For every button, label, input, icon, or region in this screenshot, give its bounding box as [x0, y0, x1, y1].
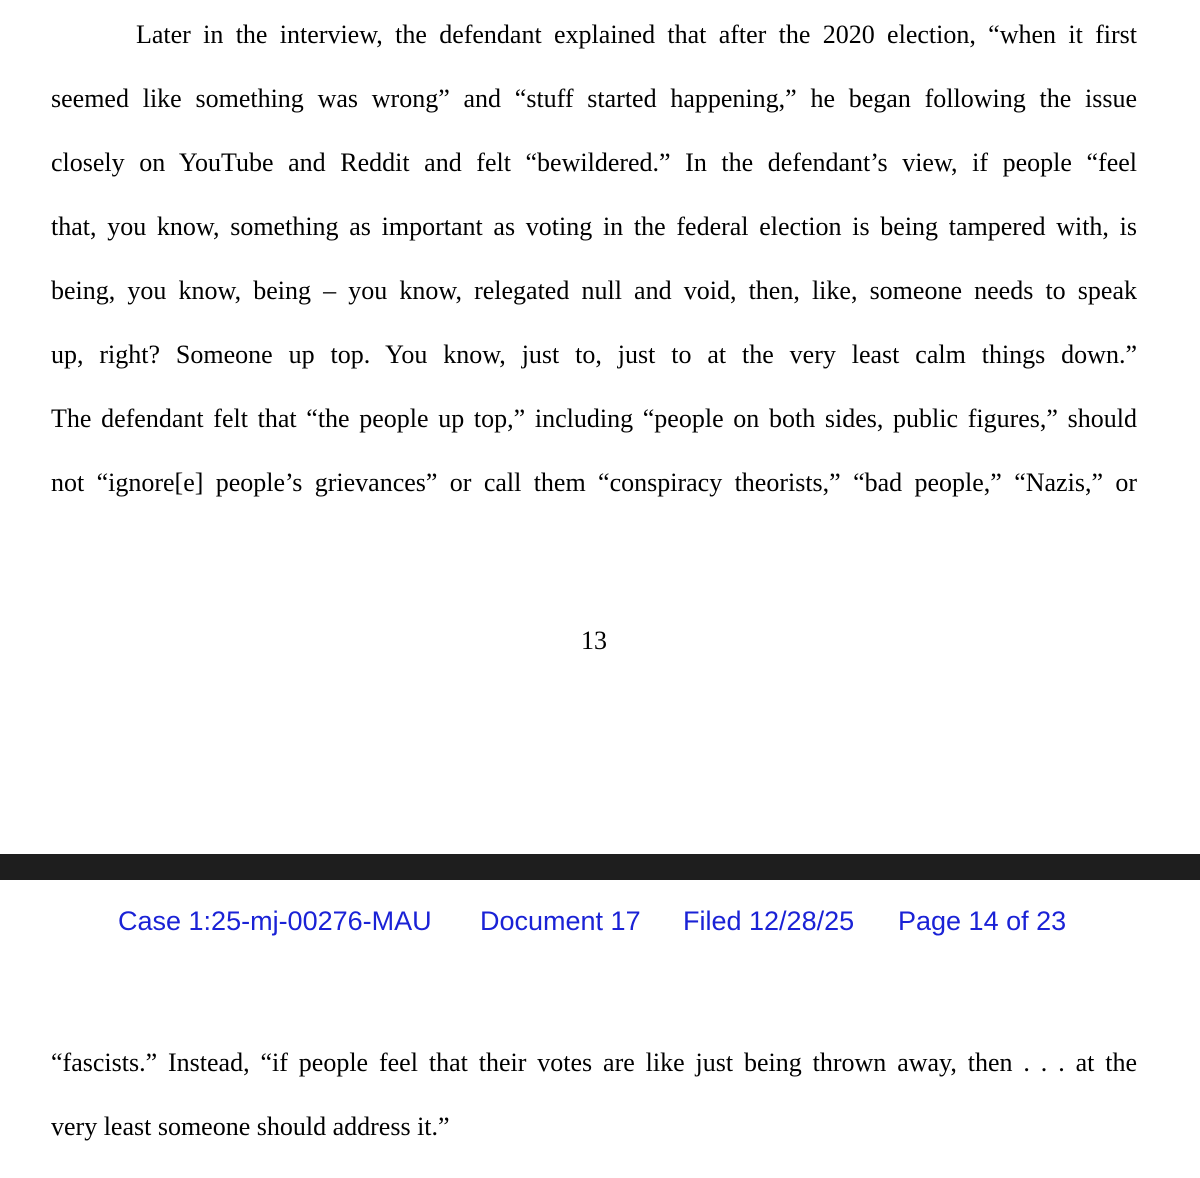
paragraph-line: closely on YouTube and Reddit and felt “bewildered.” In the defendant’s view, if people “feel: [51, 148, 1137, 177]
paragraph-line: “fascists.” Instead, “if people feel that their votes are like just being thrown away, then . . . at the: [51, 1048, 1137, 1077]
paragraph-line: seemed like something was wrong” and “stuff started happening,” he began following the issue: [51, 84, 1137, 113]
page-break-divider: [0, 854, 1200, 880]
page-count: Page 14 of 23: [898, 906, 1067, 936]
paragraph-line: being, you know, being – you know, relegated null and void, then, like, someone needs to speak: [51, 276, 1137, 305]
case-number: Case 1:25-mj-00276-MAU: [118, 906, 432, 936]
page-number: 13: [581, 626, 607, 655]
paragraph-line: The defendant felt that “the people up top,” including “people on both sides, public figures,” should: [51, 404, 1137, 433]
paragraph-line: very least someone should address it.”: [51, 1112, 450, 1141]
filed-date: Filed 12/28/25: [683, 906, 855, 936]
case-header: [118, 904, 1078, 938]
paragraph-line: that, you know, something as important as voting in the federal election is being tampered with, is: [51, 212, 1137, 241]
paragraph-line: up, right? Someone up top. You know, just to, just to at the very least calm things down.”: [51, 340, 1137, 369]
paragraph-line: Later in the interview, the defendant explained that after the 2020 election, “when it first: [136, 20, 1137, 49]
document-number: Document 17: [480, 906, 641, 936]
paragraph-line: not “ignore[e] people’s grievances” or call them “conspiracy theorists,” “bad people,” “Nazis,” or: [51, 468, 1137, 497]
